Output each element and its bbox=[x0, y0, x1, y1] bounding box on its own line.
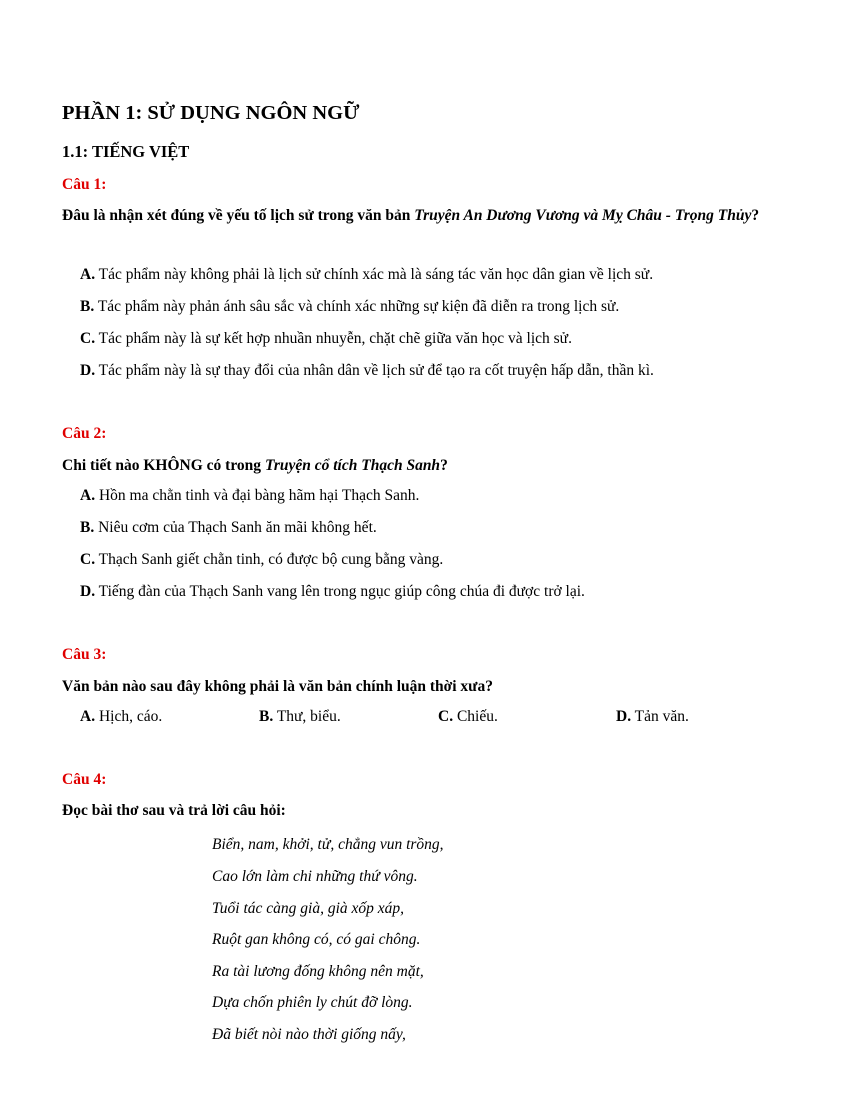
poem-line-3: Tuổi tác càng già, già xốp xáp, bbox=[212, 900, 405, 917]
option-text: Thư, biểu. bbox=[273, 708, 341, 725]
option-key: C. bbox=[80, 551, 96, 568]
question-1-option-d bbox=[80, 362, 654, 380]
question-1-stem-work: Truyện An Dương Vương và Mỵ Châu - Trọng Thủy bbox=[414, 207, 752, 224]
option-text: Chiếu. bbox=[453, 708, 498, 725]
option-text: Thạch Sanh giết chằn tinh, có được bộ cung bằng vàng. bbox=[95, 551, 444, 568]
option-key: C. bbox=[80, 330, 96, 347]
option-key: A. bbox=[80, 266, 96, 283]
option-text: Niêu cơm của Thạch Sanh ăn mãi không hết. bbox=[94, 519, 377, 536]
option-text: Hồn ma chằn tinh và đại bàng hãm hại Thạch Sanh. bbox=[95, 487, 420, 504]
option-key: B. bbox=[259, 708, 274, 725]
question-1-option-a bbox=[80, 266, 653, 284]
option-text: Tác phẩm này là sự kết hợp nhuần nhuyễn, chặt chẽ giữa văn học và lịch sử. bbox=[95, 330, 572, 347]
option-key: D. bbox=[616, 708, 632, 725]
option-text: Hịch, cáo. bbox=[95, 708, 163, 725]
option-key: D. bbox=[80, 362, 96, 379]
poem-line-2: Cao lớn làm chi những thứ vông. bbox=[212, 868, 418, 885]
option-key: D. bbox=[80, 583, 96, 600]
question-1-stem bbox=[62, 202, 802, 229]
question-2-stem-start: Chi tiết nào KHÔNG có trong bbox=[62, 457, 265, 474]
option-key: A. bbox=[80, 708, 96, 725]
question-1-option-c bbox=[80, 330, 572, 348]
question-3-option-d bbox=[616, 708, 689, 726]
poem-line-7: Đã biết nòi nào thời giống nấy, bbox=[212, 1026, 406, 1043]
question-2-option-c bbox=[80, 551, 443, 569]
question-2-option-d bbox=[80, 583, 585, 601]
option-text: Tiếng đàn của Thạch Sanh vang lên trong ngục giúp công chúa đi được trở lại. bbox=[95, 583, 585, 600]
question-3-label: Câu 3: bbox=[62, 646, 107, 663]
question-3-option-b bbox=[259, 708, 341, 726]
question-2-stem-work: Truyện cổ tích Thạch Sanh bbox=[264, 457, 441, 474]
question-2-option-b bbox=[80, 519, 377, 537]
part-title: PHẦN 1: SỬ DỤNG NGÔN NGỮ bbox=[62, 102, 360, 124]
option-key: A. bbox=[80, 487, 96, 504]
question-2-stem bbox=[62, 452, 802, 479]
question-4-label: Câu 4: bbox=[62, 771, 107, 788]
question-1-label: Câu 1: bbox=[62, 176, 107, 193]
question-1-stem-end: ? bbox=[751, 207, 760, 224]
question-2-option-a bbox=[80, 487, 419, 505]
question-3-option-c bbox=[438, 708, 498, 726]
question-3-option-a bbox=[80, 708, 162, 726]
option-text: Tản văn. bbox=[631, 708, 689, 725]
option-key: B. bbox=[80, 519, 95, 536]
poem-line-5: Ra tài lương đống không nên mặt, bbox=[212, 963, 424, 980]
poem-line-6: Dựa chốn phiên ly chút đỡ lòng. bbox=[212, 994, 413, 1011]
option-key: C. bbox=[438, 708, 454, 725]
poem-line-1: Biển, nam, khởi, tử, chẳng vun trồng, bbox=[212, 836, 444, 853]
option-text: Tác phẩm này phản ánh sâu sắc và chính xác những sự kiện đã diễn ra trong lịch sử. bbox=[94, 298, 620, 315]
question-2-label: Câu 2: bbox=[62, 425, 107, 442]
option-key: B. bbox=[80, 298, 95, 315]
option-text: Tác phẩm này không phải là lịch sử chính xác mà là sáng tác văn học dân gian về lịch sử. bbox=[95, 266, 654, 283]
question-1-option-b bbox=[80, 298, 619, 316]
option-text: Tác phẩm này là sự thay đổi của nhân dân về lịch sử để tạo ra cốt truyện hấp dẫn, thần kì. bbox=[95, 362, 654, 379]
question-3-stem: Văn bản nào sau đây không phải là văn bản chính luận thời xưa? bbox=[62, 678, 493, 695]
poem-line-4: Ruột gan không có, có gai chông. bbox=[212, 931, 421, 948]
question-1-stem-start: Đâu là nhận xét đúng về yếu tố lịch sử trong văn bản bbox=[62, 207, 415, 224]
question-2-stem-end: ? bbox=[440, 457, 448, 474]
question-4-stem: Đọc bài thơ sau và trả lời câu hỏi: bbox=[62, 802, 286, 819]
section-title: 1.1: TIẾNG VIỆT bbox=[62, 142, 190, 161]
